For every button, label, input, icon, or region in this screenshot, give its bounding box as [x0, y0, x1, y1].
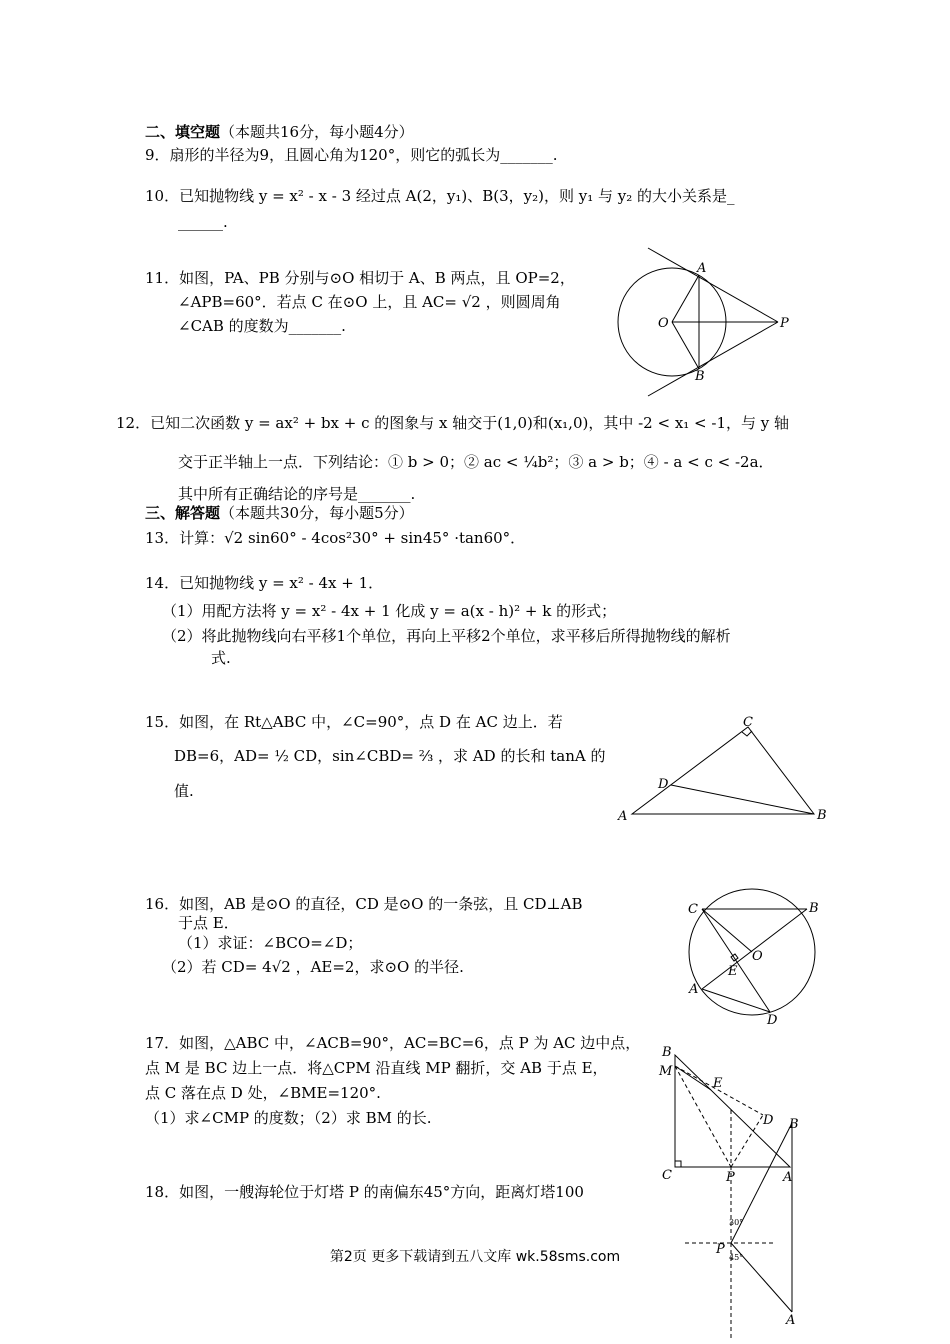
page-footer: 第2页 更多下载请到五八文库 wk.58sms.com — [329, 1249, 621, 1265]
fig18-label-a: A — [786, 1313, 796, 1328]
fig16-label-e: E — [728, 964, 738, 979]
fig11-label-b: B — [695, 369, 705, 384]
figure-q18 — [685, 1110, 815, 1340]
fig16-label-b: B — [809, 901, 819, 916]
fig16-label-o: O — [752, 949, 763, 964]
q16-line1: 16．如图，AB 是⊙O 的直径，CD 是⊙O 的一条弦，且 CD⊥AB — [145, 895, 583, 913]
q14-stem: 14．已知抛物线 y = x² - 4x + 1． — [145, 574, 384, 592]
q16-part1: （1）求证：∠BCO=∠D； — [178, 934, 363, 952]
fig17-label-m: M — [659, 1064, 673, 1079]
q13: 13．计算：√2 sin60° - 4cos²30° + sin45° ·tan60°． — [145, 529, 526, 547]
q17-line2: 点 M 是 BC 边上一点．将△CPM 沿直线 MP 翻折，交 AB 于点 E， — [145, 1059, 608, 1077]
fig15-label-c: C — [743, 715, 753, 730]
fig11-oa — [672, 275, 699, 322]
fig11-ob — [672, 322, 699, 369]
fig17-right-angle — [675, 1161, 681, 1167]
fig16-label-a: A — [689, 982, 699, 997]
figure-q16 — [680, 882, 840, 1027]
q12-line1: 12．已知二次函数 y = ax² + bx + c 的图象与 x 轴交于(1,0)和(x₁,0)，其中 -2 < x₁ < -1，与 y 轴 — [116, 414, 790, 432]
fig18-angle-45: 45° — [729, 1253, 744, 1262]
q17-line4: （1）求∠CMP 的度数；（2）求 BM 的长. — [145, 1109, 432, 1127]
q11-line2: ∠APB=60°．若点 C 在⊙O 上，且 AC= √2 ，则圆周角 — [178, 293, 561, 311]
q9: 9．扇形的半径为9，且圆心角为120°，则它的弧长为_______. — [145, 146, 558, 164]
fig16-label-c: C — [688, 902, 698, 917]
section3-title: 三、解答题（本题共30分，每小题5分） — [145, 504, 414, 522]
q17-line1: 17．如图，△ABC 中，∠ACB=90°，AC=BC=6，点 P 为 AC 边中点， — [145, 1034, 641, 1052]
fig11-tangent-pb — [648, 322, 778, 396]
fig17-label-e: E — [713, 1076, 723, 1091]
fig11-label-o: O — [658, 316, 669, 331]
q15-line3: 值. — [174, 782, 194, 800]
q14-part1: （1）用配方法将 y = x² - 4x + 1 化成 y = a(x - h)² + k 的形式； — [162, 602, 617, 620]
q17-line3: 点 C 落在点 D 处，∠BME=120°. — [145, 1084, 381, 1102]
section3-note: （本题共30分，每小题5分） — [220, 504, 414, 522]
fig17-label-p: P — [726, 1170, 735, 1185]
fig17-me — [675, 1066, 711, 1090]
q14-part2b: 式. — [211, 649, 231, 667]
fig16-label-d: D — [767, 1013, 778, 1028]
q10-line1: 10．已知抛物线 y = x² - x - 3 经过点 A(2，y₁)、B(3，y₂)，则 y₁ 与 y₂ 的大小关系是_ — [145, 187, 735, 205]
fig17-label-d: D — [763, 1113, 774, 1128]
figure-q15 — [610, 712, 840, 832]
fig17-label-a: A — [783, 1170, 793, 1185]
fig15-triangle — [632, 727, 814, 814]
q15-line2: DB=6，AD= ½ CD，sin∠CBD= ⅔ ，求 AD 的长和 tanA 的 — [174, 747, 606, 765]
fig17-label-c: C — [662, 1168, 672, 1183]
q11-line1: 11．如图，PA、PB 分别与⊙O 相切于 A、B 两点，且 OP=2， — [145, 269, 575, 287]
fig16-co — [702, 909, 752, 952]
fig11-label-a: A — [697, 261, 707, 276]
fig15-db — [671, 785, 814, 814]
fig18-label-p: P — [716, 1242, 725, 1257]
fig15-label-d: D — [658, 777, 669, 792]
fig11-label-p: P — [780, 316, 789, 331]
q16-part2: （2）若 CD= 4√2 ，AE=2，求⊙O 的半径. — [162, 958, 464, 976]
section2-note: （本题共16分，每小题4分） — [220, 123, 414, 141]
fig18-angle-30: 30° — [729, 1218, 744, 1227]
figure-q11 — [600, 240, 820, 400]
fig11-tangent-pa — [648, 248, 778, 322]
fig15-right-angle — [742, 731, 752, 736]
q12-line2: 交于正半轴上一点．下列结论：① b > 0；② ac < ¼b²；③ a > b；④ - a < c < -2a． — [178, 453, 774, 471]
fig15-label-b: B — [817, 808, 827, 823]
q15-line1: 15．如图，在 Rt△ABC 中，∠C=90°，点 D 在 AC 边上．若 — [145, 713, 563, 731]
section2-title: 二、填空题（本题共16分，每小题4分） — [145, 123, 414, 141]
q18: 18．如图，一艘海轮位于灯塔 P 的南偏东45°方向，距离灯塔100 — [145, 1183, 584, 1201]
fig17-label-b: B — [662, 1045, 672, 1060]
q14-part2a: （2）将此抛物线向右平移1个单位，再向上平移2个单位，求平移后所得抛物线的解析 — [162, 627, 731, 645]
q10-line2: ______. — [178, 213, 228, 231]
q16-line2: 于点 E． — [178, 914, 239, 932]
fig18-label-b: B — [789, 1117, 799, 1132]
q12-line3: 其中所有正确结论的序号是_______. — [178, 485, 416, 503]
fig15-label-a: A — [618, 809, 628, 824]
q11-line3: ∠CAB 的度数为_______. — [178, 317, 346, 335]
